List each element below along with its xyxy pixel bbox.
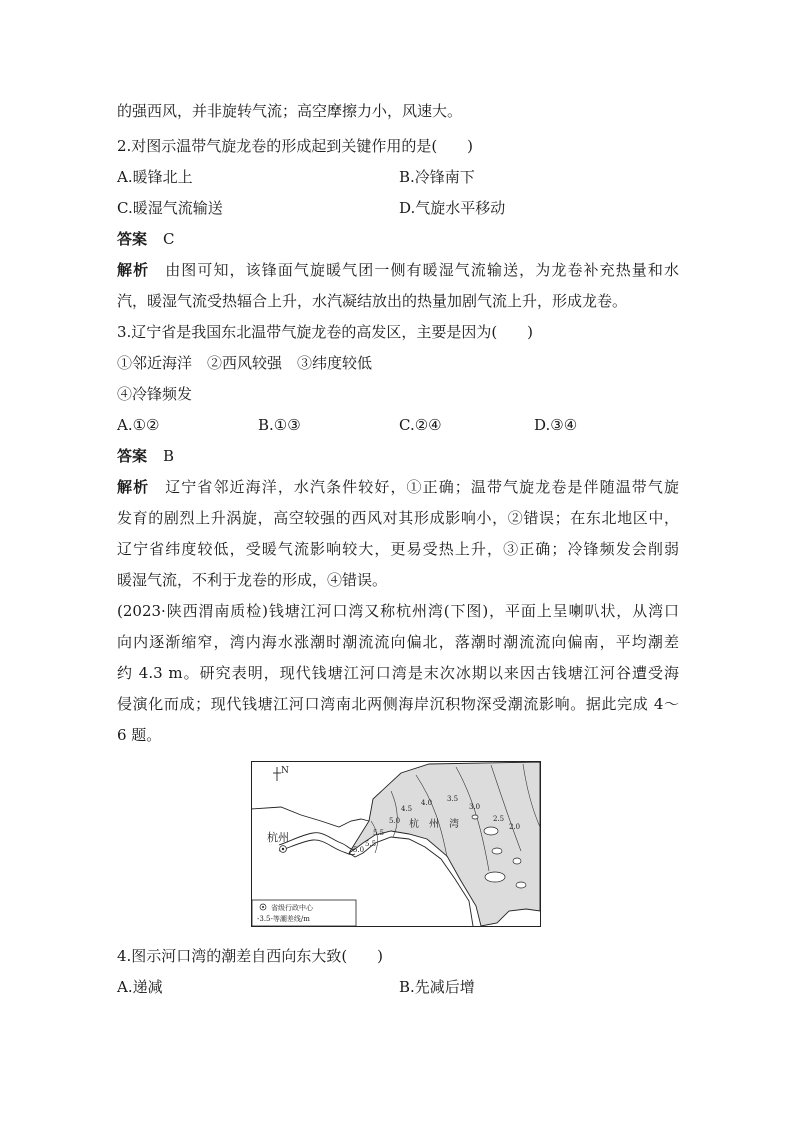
option-2c: C.暖湿气流输送 xyxy=(117,199,223,217)
explanation-label: 解析 xyxy=(117,478,150,496)
explanation-3-line: 暖湿气流，不利于龙卷的形成，④错误。 xyxy=(117,571,388,589)
hangzhou-bay-map xyxy=(251,761,541,927)
explanation-2-line: 汽，暖湿气流受热辐合上升，水汽凝结放出的热量加剧气流上升，形成龙卷。 xyxy=(117,292,628,310)
question-3: 3.辽宁省是我国东北温带气旋龙卷的高发区，主要是因为( ) xyxy=(117,323,534,341)
option-2d: D.气旋水平移动 xyxy=(399,199,506,217)
contour-label: 5.0 xyxy=(389,817,401,825)
option-3c: C.②④ xyxy=(399,416,442,434)
answer-value: C xyxy=(163,230,175,248)
explanation-text: 辽宁省邻近海洋，水汽条件较好，①正确；温带气旋龙卷是伴随温带气旋 xyxy=(165,478,679,496)
city-label: 杭州 xyxy=(267,831,289,844)
bay-label: 杭 州 湾 xyxy=(409,819,459,830)
north-label: N xyxy=(281,766,289,776)
option-2a: A.暖锋北上 xyxy=(117,168,193,186)
option-2b: B.冷锋南下 xyxy=(399,168,475,186)
contour-label: 3.5 xyxy=(447,795,459,803)
explanation-3-line: 发育的剧烈上升涡旋，高空较强的西风对其形成影响小，②错误；在东北地区中， xyxy=(117,509,679,527)
question-4: 4.图示河口湾的潮差自西向东大致( ) xyxy=(117,947,384,965)
answer-value: B xyxy=(163,447,175,465)
option-4b: B.先减后增 xyxy=(399,978,475,996)
contour-label: 4.0 xyxy=(421,799,433,807)
material-line: 侵演化而成；现代钱塘江河口湾南北两侧海岸沉积物深受潮流影响。据此完成 4～ xyxy=(117,695,679,713)
option-3a: A.①② xyxy=(117,416,160,434)
explanation-3-line xyxy=(117,477,679,497)
explanation-3-line: 辽宁省纬度较低，受暖气流影响较大，更易受热上升，③正确；冷锋频发会削弱 xyxy=(117,540,679,558)
material-line: 6 题。 xyxy=(117,726,162,744)
contour-label: 3.0 xyxy=(469,803,481,811)
explanation-label: 解析 xyxy=(117,261,150,279)
contour-label: 5.5 xyxy=(373,829,385,837)
explanation-2-line xyxy=(117,260,679,280)
explanation-text: 由图可知，该锋面气旋暖气团一侧有暖湿气流输送，为龙卷补充热量和水 xyxy=(165,261,679,279)
legend-contour: -3.5-等潮差线/m xyxy=(257,915,310,923)
legend-capital: 省级行政中心 xyxy=(271,904,313,912)
contour-label: 4.5 xyxy=(401,805,413,813)
map-figure xyxy=(251,761,541,927)
paragraph-line: 的强西风，并非旋转气流；高空摩擦力小，风速大。 xyxy=(117,102,463,120)
contour-label: 5.5 xyxy=(365,840,377,848)
option-3b: B.①③ xyxy=(258,416,301,434)
question-3-items: ①邻近海洋 ②西风较强 ③纬度较低 xyxy=(117,354,373,372)
answer-label: 答案 xyxy=(117,230,148,248)
contour-label: 2.5 xyxy=(493,815,505,823)
contour-label: 5.0 xyxy=(353,846,365,854)
answer-2 xyxy=(117,229,175,249)
material-line: 向内逐渐缩窄，湾内海水涨潮时潮流流向偏北，落潮时潮流流向偏南，平均潮差 xyxy=(117,633,679,651)
material-line: 约 4.3 m。研究表明，现代钱塘江河口湾是末次冰期以来因古钱塘江河谷遭受海 xyxy=(117,664,679,682)
option-3d: D.③④ xyxy=(534,416,578,434)
option-4a: A.递减 xyxy=(117,978,163,996)
question-2: 2.对图示温带气旋龙卷的形成起到关键作用的是( ) xyxy=(117,137,474,155)
answer-3 xyxy=(117,446,174,466)
contour-label: 2.0 xyxy=(509,823,521,831)
material-line: (2023·陕西渭南质检)钱塘江河口湾又称杭州湾(下图)，平面上呈喇叭状，从湾口 xyxy=(117,602,679,620)
answer-label: 答案 xyxy=(117,447,148,465)
question-3-items: ④冷锋频发 xyxy=(117,385,193,403)
